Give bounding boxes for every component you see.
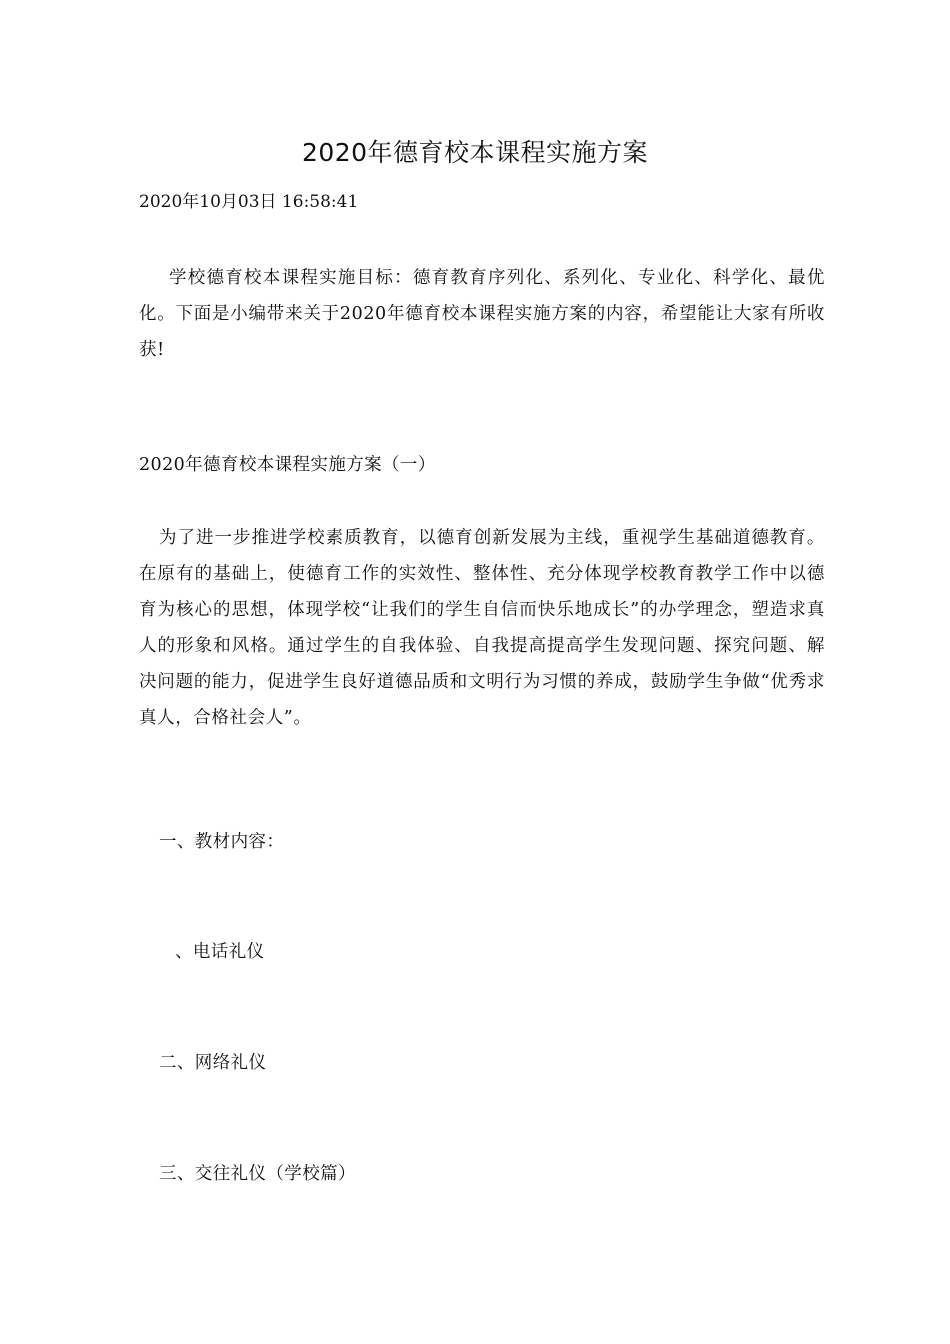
publish-datetime: 2020年10月03日 16:58:41 <box>139 192 359 212</box>
section-heading: 2020年德育校本课程实施方案（一） <box>139 455 436 475</box>
outline-item-social-etiquette: 三、交往礼仪（学校篇） <box>159 1164 356 1184</box>
outline-item-network-etiquette: 二、网络礼仪 <box>159 1053 267 1073</box>
body-paragraph <box>139 520 825 736</box>
intro-text: 学校德育校本课程实施目标：德育教育序列化、系列化、专业化、科学化、最优化。下面是小编带来关于2020年德育校本课程实施方案的内容，希望能让大家有所收获! <box>139 268 825 360</box>
intro-paragraph <box>139 260 825 368</box>
outline-item-materials: 一、教材内容： <box>159 832 285 852</box>
body-text: 为了进一步推进学校素质教育，以德育创新发展为主线，重视学生基础道德教育。在原有的基础上，使德育工作的实效性、整体性、充分体现学校教育教学工作中以德育为核心的思想，体现学校“让我们的学生自信而快乐地成长”的办学理念，塑造求真人的形象和风格。通过学生的自我体验、自我提高提高学生发现问题、探究问题、解决问题的能力，促进学生良好道德品质和文明行为习惯的养成，鼓励学生争做“优秀求真人，合格社会人”。 <box>139 528 825 728</box>
document-title: 2020年德育校本课程实施方案 <box>301 138 649 167</box>
outline-item-phone-etiquette: 、电话礼仪 <box>175 942 265 962</box>
